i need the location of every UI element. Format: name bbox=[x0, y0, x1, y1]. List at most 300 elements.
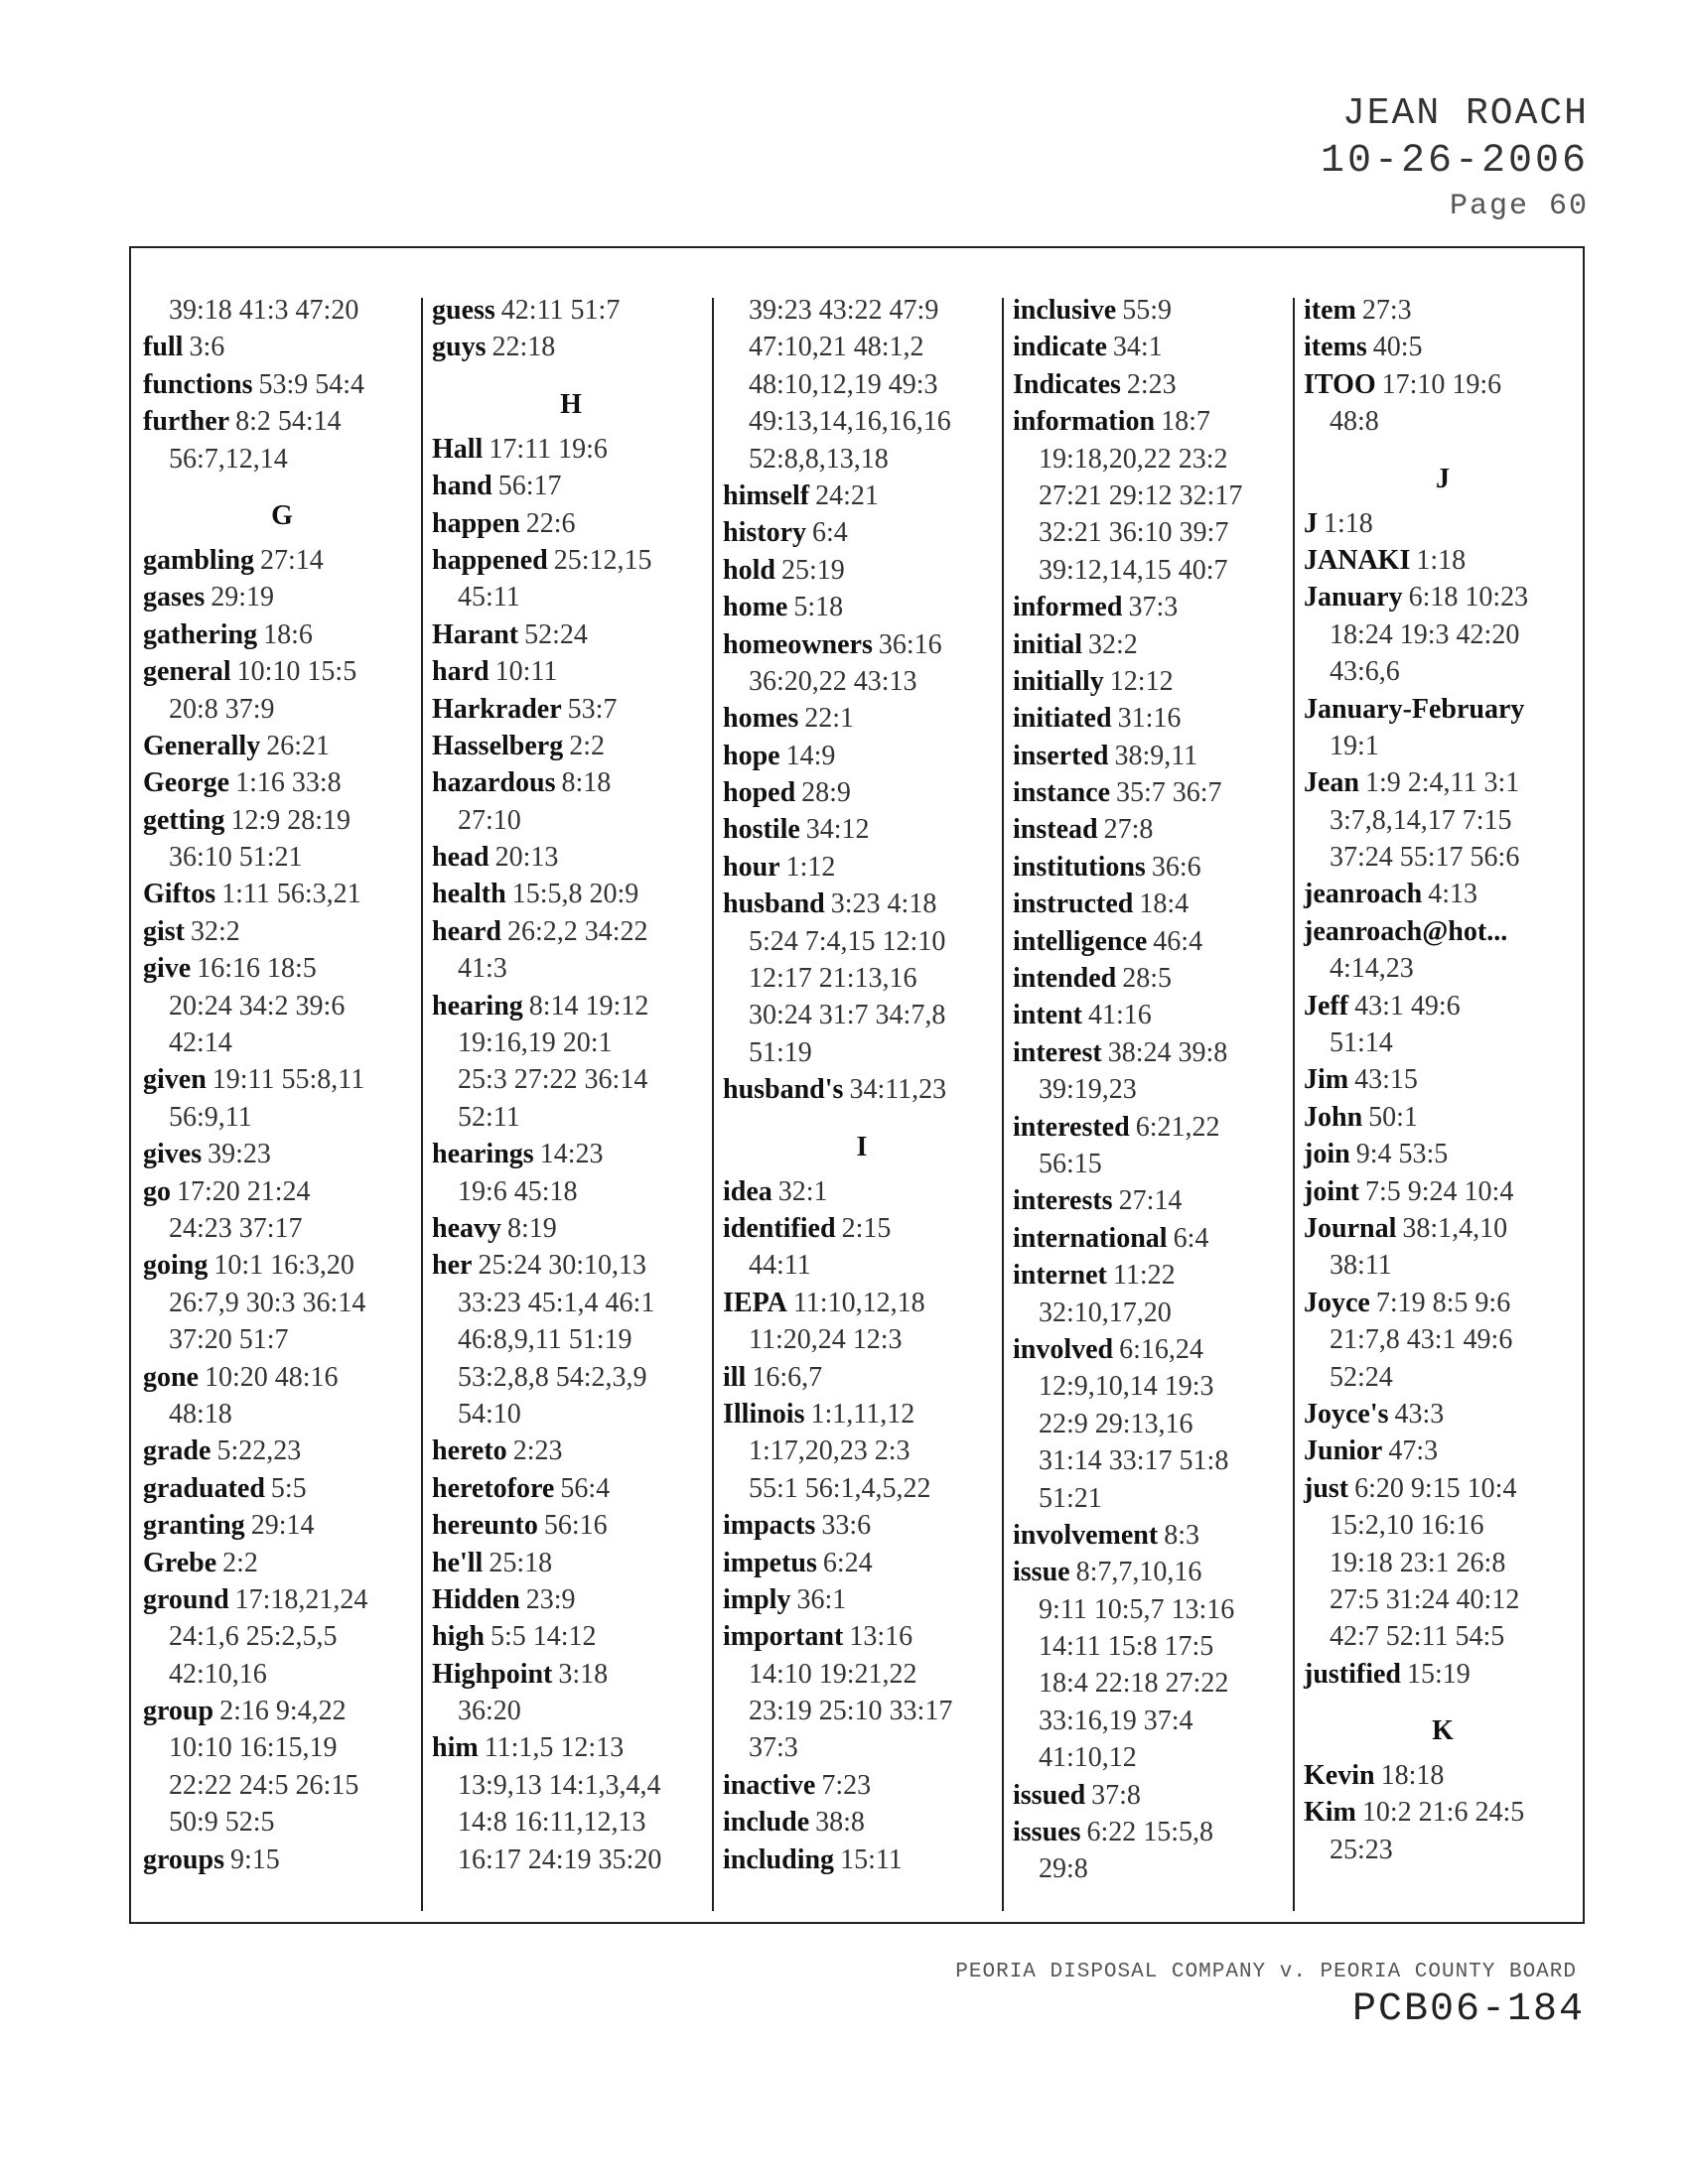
index-column-2 bbox=[432, 292, 710, 1878]
index-continuation bbox=[1013, 552, 1291, 589]
index-entry bbox=[1013, 292, 1291, 329]
index-continuation bbox=[1304, 728, 1582, 764]
index-refs: 7:19 8:5 9:6 bbox=[1375, 1287, 1511, 1318]
index-continuation bbox=[432, 1173, 710, 1210]
index-refs: 22:9 29:13,16 bbox=[1039, 1408, 1193, 1439]
index-refs: 16:16 18:5 bbox=[197, 953, 317, 985]
index-refs: 22:22 24:5 26:15 bbox=[169, 1769, 359, 1801]
index-refs: 56:4 bbox=[560, 1472, 611, 1504]
index-refs: 28:9 bbox=[801, 777, 851, 809]
index-continuation bbox=[1013, 1442, 1291, 1479]
column-divider bbox=[712, 298, 714, 1911]
index-continuation bbox=[432, 1767, 710, 1804]
index-continuation bbox=[1013, 1591, 1291, 1628]
index-entry bbox=[1304, 1136, 1582, 1172]
index-continuation bbox=[143, 1656, 421, 1693]
index-entry bbox=[723, 626, 1001, 663]
index-term: full bbox=[143, 332, 184, 363]
index-entry bbox=[723, 849, 1001, 886]
index-entry bbox=[1304, 542, 1582, 579]
index-refs: 8:19 bbox=[507, 1212, 557, 1244]
index-refs: 13:16 bbox=[849, 1621, 913, 1653]
index-term: gist bbox=[143, 915, 185, 947]
index-refs: 33:23 45:1,4 46:1 bbox=[458, 1287, 655, 1318]
index-entry bbox=[723, 1842, 1001, 1878]
index-continuation bbox=[143, 1099, 421, 1136]
index-term: interest bbox=[1013, 1036, 1102, 1068]
index-term: join bbox=[1304, 1139, 1350, 1170]
index-term: Joyce's bbox=[1304, 1398, 1389, 1430]
index-term: inserted bbox=[1013, 740, 1109, 771]
index-column-5 bbox=[1304, 292, 1582, 1868]
index-term: heard bbox=[432, 915, 501, 947]
index-continuation bbox=[723, 366, 1001, 403]
index-refs: 10:11 bbox=[494, 656, 558, 688]
index-column-3 bbox=[723, 292, 1001, 1878]
index-entry bbox=[1304, 579, 1582, 615]
index-term: him bbox=[432, 1732, 479, 1764]
index-continuation bbox=[723, 292, 1001, 329]
section-letter: G bbox=[271, 499, 293, 531]
index-refs: 5:22,23 bbox=[216, 1435, 302, 1467]
index-entry bbox=[432, 1729, 710, 1766]
index-continuation bbox=[1304, 1024, 1582, 1061]
index-refs: 22:18 bbox=[491, 332, 556, 363]
index-term: hard bbox=[432, 656, 490, 688]
index-continuation bbox=[723, 1247, 1001, 1284]
index-refs: 14:10 19:21,22 bbox=[749, 1658, 917, 1690]
index-refs: 15:5,8 20:9 bbox=[511, 879, 639, 910]
index-continuation bbox=[1013, 1071, 1291, 1108]
index-entry bbox=[432, 542, 710, 579]
index-refs: 52:24 bbox=[1330, 1361, 1393, 1393]
index-refs: 48:18 bbox=[169, 1398, 232, 1430]
index-refs: 55:9 bbox=[1122, 295, 1173, 326]
index-refs: 48:8 bbox=[1330, 406, 1379, 438]
index-continuation bbox=[1013, 1739, 1291, 1776]
index-refs: 1:9 2:4,11 3:1 bbox=[1365, 767, 1520, 799]
index-entry bbox=[723, 514, 1001, 551]
index-refs: 15:19 bbox=[1407, 1658, 1471, 1690]
index-continuation bbox=[1013, 1146, 1291, 1182]
index-refs: 39:23 bbox=[208, 1139, 271, 1170]
index-term: John bbox=[1304, 1101, 1363, 1133]
index-entry bbox=[1013, 1109, 1291, 1146]
index-entry bbox=[432, 876, 710, 912]
index-refs: 37:24 55:17 56:6 bbox=[1330, 842, 1520, 874]
index-continuation bbox=[143, 1210, 421, 1247]
index-term: Joyce bbox=[1304, 1287, 1370, 1318]
index-entry bbox=[1013, 366, 1291, 403]
index-continuation bbox=[1013, 1703, 1291, 1739]
index-refs: 46:8,9,11 51:19 bbox=[458, 1324, 632, 1356]
index-term: her bbox=[432, 1250, 473, 1282]
index-continuation bbox=[143, 988, 421, 1024]
index-entry bbox=[1013, 886, 1291, 922]
index-entry bbox=[432, 329, 710, 365]
index-term: general bbox=[143, 656, 231, 688]
index-term: Jim bbox=[1304, 1064, 1349, 1096]
index-refs: 29:19 bbox=[210, 582, 275, 614]
index-entry bbox=[723, 1396, 1001, 1433]
index-entry bbox=[1013, 329, 1291, 365]
index-term: Harant bbox=[432, 618, 519, 650]
index-entry bbox=[1013, 849, 1291, 886]
index-continuation bbox=[1304, 653, 1582, 690]
index-refs: 9:11 10:5,7 13:16 bbox=[1039, 1593, 1235, 1625]
index-continuation bbox=[1013, 1628, 1291, 1665]
index-term: important bbox=[723, 1621, 844, 1653]
page-number: Page 60 bbox=[1449, 190, 1589, 223]
index-entry bbox=[432, 1656, 710, 1693]
index-refs: 51:21 bbox=[1039, 1482, 1102, 1514]
index-refs: 11:1,5 12:13 bbox=[484, 1732, 625, 1764]
index-refs: 14:23 bbox=[539, 1139, 604, 1170]
index-entry bbox=[432, 1433, 710, 1469]
index-refs: 55:1 56:1,4,5,22 bbox=[749, 1472, 931, 1504]
index-refs: 32:10,17,20 bbox=[1039, 1297, 1172, 1328]
index-entry bbox=[1304, 366, 1582, 403]
index-term: involvement bbox=[1013, 1519, 1159, 1551]
index-entry bbox=[1013, 997, 1291, 1033]
column-divider bbox=[421, 298, 423, 1911]
index-refs: 38:8 bbox=[815, 1807, 865, 1839]
index-entry bbox=[143, 329, 421, 365]
index-refs: 30:24 31:7 34:7,8 bbox=[749, 1000, 946, 1031]
index-refs: 12:9 28:19 bbox=[230, 804, 351, 836]
index-entry bbox=[432, 1545, 710, 1581]
index-refs: 41:3 bbox=[458, 953, 507, 985]
index-refs: 52:11 bbox=[458, 1101, 520, 1133]
index-term: gambling bbox=[143, 544, 255, 576]
index-column-4 bbox=[1013, 292, 1291, 1888]
index-term: hereunto bbox=[432, 1510, 538, 1542]
index-entry bbox=[1304, 1210, 1582, 1247]
index-term: he'll bbox=[432, 1547, 484, 1578]
index-term: impacts bbox=[723, 1510, 816, 1542]
index-term: granting bbox=[143, 1510, 245, 1542]
index-refs: 18:24 19:3 42:20 bbox=[1330, 618, 1520, 650]
index-refs: 38:11 bbox=[1330, 1250, 1392, 1282]
index-refs: 32:21 36:10 39:7 bbox=[1039, 517, 1229, 549]
index-entry bbox=[1304, 1794, 1582, 1831]
index-continuation bbox=[432, 1359, 710, 1396]
index-refs: 5:24 7:4,15 12:10 bbox=[749, 925, 946, 957]
index-term: Indicates bbox=[1013, 368, 1121, 400]
index-refs: 3:7,8,14,17 7:15 bbox=[1330, 804, 1512, 836]
index-entry bbox=[143, 1433, 421, 1469]
index-refs: 11:20,24 12:3 bbox=[749, 1324, 903, 1356]
index-refs: 2:2 bbox=[569, 730, 605, 761]
index-entry bbox=[143, 579, 421, 615]
index-refs: 3:18 bbox=[558, 1658, 609, 1690]
index-continuation bbox=[723, 1034, 1001, 1071]
index-refs: 40:5 bbox=[1372, 332, 1423, 363]
index-entry bbox=[1304, 764, 1582, 801]
index-term: Harkrader bbox=[432, 693, 562, 725]
index-refs: 53:9 54:4 bbox=[258, 368, 365, 400]
index-refs: 27:14 bbox=[1118, 1185, 1183, 1217]
index-refs: 51:19 bbox=[749, 1036, 812, 1068]
index-entry bbox=[723, 738, 1001, 774]
index-entry bbox=[723, 811, 1001, 848]
index-continuation bbox=[143, 839, 421, 876]
deposition-date: 10-26-2006 bbox=[1320, 139, 1589, 184]
index-refs: 20:24 34:2 39:6 bbox=[169, 990, 346, 1022]
index-refs: 15:2,10 16:16 bbox=[1330, 1510, 1484, 1542]
index-entry bbox=[432, 728, 710, 764]
index-refs: 6:20 9:15 10:4 bbox=[1354, 1472, 1517, 1504]
index-entry bbox=[723, 589, 1001, 625]
index-refs: 6:4 bbox=[812, 517, 848, 549]
index-refs: 27:10 bbox=[458, 804, 521, 836]
index-refs: 24:21 bbox=[815, 479, 879, 511]
index-refs: 15:11 bbox=[840, 1843, 903, 1875]
index-refs: 41:16 bbox=[1088, 1000, 1152, 1031]
index-refs: 8:18 bbox=[561, 767, 612, 799]
index-entry bbox=[143, 913, 421, 950]
deponent-name: JEAN ROACH bbox=[1341, 92, 1589, 135]
index-box bbox=[129, 246, 1585, 1924]
index-continuation bbox=[1013, 1480, 1291, 1517]
index-term: identified bbox=[723, 1212, 836, 1244]
index-term: happened bbox=[432, 544, 548, 576]
index-refs: 36:20 bbox=[458, 1696, 521, 1727]
index-refs: 8:14 19:12 bbox=[528, 990, 649, 1022]
index-term: hand bbox=[432, 471, 492, 502]
index-refs: 50:1 bbox=[1368, 1101, 1418, 1133]
index-refs: 29:14 bbox=[250, 1510, 315, 1542]
index-term: idea bbox=[723, 1175, 772, 1207]
index-entry bbox=[143, 1581, 421, 1618]
index-refs: 10:10 16:15,19 bbox=[169, 1732, 338, 1764]
index-refs: 18:7 bbox=[1161, 406, 1210, 438]
index-refs: 53:2,8,8 54:2,3,9 bbox=[458, 1361, 647, 1393]
index-refs: 27:21 29:12 32:17 bbox=[1039, 479, 1243, 511]
index-term: group bbox=[143, 1696, 214, 1727]
index-refs: 1:12 bbox=[785, 851, 836, 883]
index-entry bbox=[432, 1581, 710, 1618]
section-letter: K bbox=[1432, 1715, 1454, 1747]
index-refs: 38:24 39:8 bbox=[1107, 1036, 1228, 1068]
index-refs: 43:6,6 bbox=[1330, 656, 1400, 688]
index-refs: 2:16 9:4,22 bbox=[219, 1696, 347, 1727]
index-term: include bbox=[723, 1807, 810, 1839]
index-term: ITOO bbox=[1304, 368, 1376, 400]
index-refs: 33:16,19 37:4 bbox=[1039, 1705, 1193, 1736]
index-entry bbox=[432, 839, 710, 876]
index-refs: 17:18,21,24 bbox=[234, 1583, 368, 1615]
index-refs: 20:13 bbox=[494, 842, 559, 874]
index-refs: 10:20 48:16 bbox=[205, 1361, 339, 1393]
index-entry bbox=[432, 1247, 710, 1284]
index-entry bbox=[723, 1581, 1001, 1618]
index-refs: 35:7 36:7 bbox=[1116, 777, 1222, 809]
index-entry bbox=[723, 774, 1001, 811]
index-refs: 16:17 24:19 35:20 bbox=[458, 1843, 662, 1875]
index-refs: 52:8,8,13,18 bbox=[749, 443, 889, 475]
index-continuation bbox=[1304, 839, 1582, 876]
index-refs: 56:7,12,14 bbox=[169, 443, 288, 475]
index-entry bbox=[432, 691, 710, 728]
index-entry bbox=[1013, 1814, 1291, 1850]
index-refs: 37:20 51:7 bbox=[169, 1324, 289, 1356]
index-term: IEPA bbox=[723, 1287, 787, 1318]
index-entry bbox=[432, 653, 710, 690]
index-entry bbox=[143, 764, 421, 801]
index-term: ill bbox=[723, 1361, 747, 1393]
index-term: intent bbox=[1013, 1000, 1082, 1031]
index-entry bbox=[143, 1359, 421, 1396]
index-entry bbox=[432, 505, 710, 542]
index-entry bbox=[1304, 329, 1582, 365]
index-continuation bbox=[143, 292, 421, 329]
index-continuation bbox=[432, 802, 710, 839]
index-refs: 39:19,23 bbox=[1039, 1074, 1137, 1106]
index-refs: 1:17,20,23 2:3 bbox=[749, 1435, 911, 1467]
index-term: George bbox=[143, 767, 230, 799]
index-term: internet bbox=[1013, 1260, 1107, 1292]
index-continuation bbox=[723, 1470, 1001, 1507]
index-entry bbox=[1013, 1220, 1291, 1257]
index-entry bbox=[723, 1173, 1001, 1210]
index-continuation bbox=[143, 1285, 421, 1321]
index-entry bbox=[1304, 1099, 1582, 1136]
index-entry bbox=[1013, 1517, 1291, 1554]
index-refs: 44:11 bbox=[749, 1250, 811, 1282]
index-refs: 19:6 45:18 bbox=[458, 1175, 578, 1207]
index-term: hope bbox=[723, 740, 780, 771]
index-continuation bbox=[1013, 441, 1291, 478]
index-term: head bbox=[432, 842, 490, 874]
index-entry bbox=[1013, 589, 1291, 625]
index-refs: 31:16 bbox=[1117, 703, 1182, 735]
index-entry bbox=[1304, 292, 1582, 329]
index-refs: 42:10,16 bbox=[169, 1658, 267, 1690]
index-term: initial bbox=[1013, 628, 1083, 660]
index-entry bbox=[143, 1173, 421, 1210]
index-continuation bbox=[723, 1693, 1001, 1729]
index-column-1 bbox=[143, 292, 421, 1878]
index-refs: 4:13 bbox=[1428, 879, 1478, 910]
index-continuation bbox=[143, 691, 421, 728]
column-divider bbox=[1293, 298, 1295, 1911]
index-entry bbox=[432, 1210, 710, 1247]
index-refs: 47:10,21 48:1,2 bbox=[749, 332, 924, 363]
index-refs: 34:11,23 bbox=[849, 1074, 947, 1106]
index-term: hereto bbox=[432, 1435, 507, 1467]
index-term: Hasselberg bbox=[432, 730, 564, 761]
index-term: husband's bbox=[723, 1074, 844, 1106]
index-continuation bbox=[432, 1024, 710, 1061]
index-entry bbox=[143, 1136, 421, 1172]
index-refs: 8:2 54:14 bbox=[235, 406, 342, 438]
index-term: gases bbox=[143, 582, 206, 614]
index-entry bbox=[723, 700, 1001, 737]
index-refs: 2:2 bbox=[222, 1547, 258, 1578]
index-entry bbox=[432, 1136, 710, 1172]
index-continuation bbox=[723, 923, 1001, 960]
index-continuation bbox=[1013, 1665, 1291, 1702]
index-entry bbox=[1304, 1470, 1582, 1507]
index-entry bbox=[723, 1507, 1001, 1544]
index-refs: 29:8 bbox=[1039, 1853, 1088, 1885]
index-term: further bbox=[143, 406, 230, 438]
index-refs: 1:16 33:8 bbox=[235, 767, 342, 799]
index-term: instructed bbox=[1013, 888, 1134, 920]
index-term: homes bbox=[723, 703, 799, 735]
index-refs: 34:12 bbox=[805, 814, 870, 846]
index-entry bbox=[1013, 738, 1291, 774]
index-term: JANAKI bbox=[1304, 544, 1411, 576]
index-term: inclusive bbox=[1013, 295, 1117, 326]
index-refs: 42:14 bbox=[169, 1027, 232, 1059]
index-refs: 48:10,12,19 49:3 bbox=[749, 368, 938, 400]
index-entry bbox=[1013, 1331, 1291, 1368]
index-refs: 5:5 14:12 bbox=[490, 1621, 597, 1653]
index-refs: 1:1,11,12 bbox=[810, 1398, 915, 1430]
index-continuation bbox=[432, 1321, 710, 1358]
section-letter: J bbox=[1436, 463, 1450, 494]
index-continuation bbox=[432, 1804, 710, 1841]
index-continuation bbox=[432, 1285, 710, 1321]
index-refs: 11:10,12,18 bbox=[792, 1287, 925, 1318]
index-entry bbox=[1013, 923, 1291, 960]
index-refs: 6:21,22 bbox=[1135, 1111, 1220, 1143]
index-refs: 53:7 bbox=[567, 693, 618, 725]
index-term: Highpoint bbox=[432, 1658, 553, 1690]
index-term: interested bbox=[1013, 1111, 1130, 1143]
index-term: give bbox=[143, 953, 192, 985]
index-entry bbox=[143, 1693, 421, 1729]
index-term: go bbox=[143, 1175, 171, 1207]
index-refs: 5:5 bbox=[270, 1472, 307, 1504]
index-entry bbox=[723, 1210, 1001, 1247]
index-refs: 19:11 55:8,11 bbox=[211, 1064, 365, 1096]
index-entry bbox=[1304, 988, 1582, 1024]
index-term: Kim bbox=[1304, 1797, 1356, 1829]
index-term: getting bbox=[143, 804, 225, 836]
index-continuation bbox=[143, 1618, 421, 1655]
index-refs: 16:6,7 bbox=[752, 1361, 823, 1393]
index-entry bbox=[723, 1767, 1001, 1804]
index-refs: 6:4 bbox=[1173, 1222, 1209, 1254]
index-refs: 38:9,11 bbox=[1114, 740, 1198, 771]
index-refs: 19:18 23:1 26:8 bbox=[1330, 1547, 1506, 1578]
index-continuation bbox=[1304, 1359, 1582, 1396]
index-refs: 25:18 bbox=[489, 1547, 553, 1578]
index-term: J bbox=[1304, 507, 1318, 539]
index-refs: 56:16 bbox=[543, 1510, 608, 1542]
index-term: Grebe bbox=[143, 1547, 217, 1578]
index-entry bbox=[143, 950, 421, 987]
index-refs: 8:7,7,10,16 bbox=[1075, 1557, 1202, 1588]
index-entry bbox=[143, 542, 421, 579]
index-refs: 39:12,14,15 40:7 bbox=[1039, 554, 1228, 586]
index-refs: 54:10 bbox=[458, 1398, 521, 1430]
index-term: issue bbox=[1013, 1557, 1070, 1588]
index-entry bbox=[1013, 960, 1291, 997]
case-number: PCB06-184 bbox=[1351, 1987, 1585, 2032]
index-refs: 1:18 bbox=[1324, 507, 1373, 539]
index-entry bbox=[1013, 1257, 1291, 1294]
index-refs: 3:23 4:18 bbox=[830, 888, 937, 920]
index-continuation bbox=[143, 1804, 421, 1841]
index-refs: 22:1 bbox=[804, 703, 855, 735]
index-refs: 26:7,9 30:3 36:14 bbox=[169, 1287, 366, 1318]
index-term: instead bbox=[1013, 814, 1098, 846]
index-entry bbox=[723, 1545, 1001, 1581]
